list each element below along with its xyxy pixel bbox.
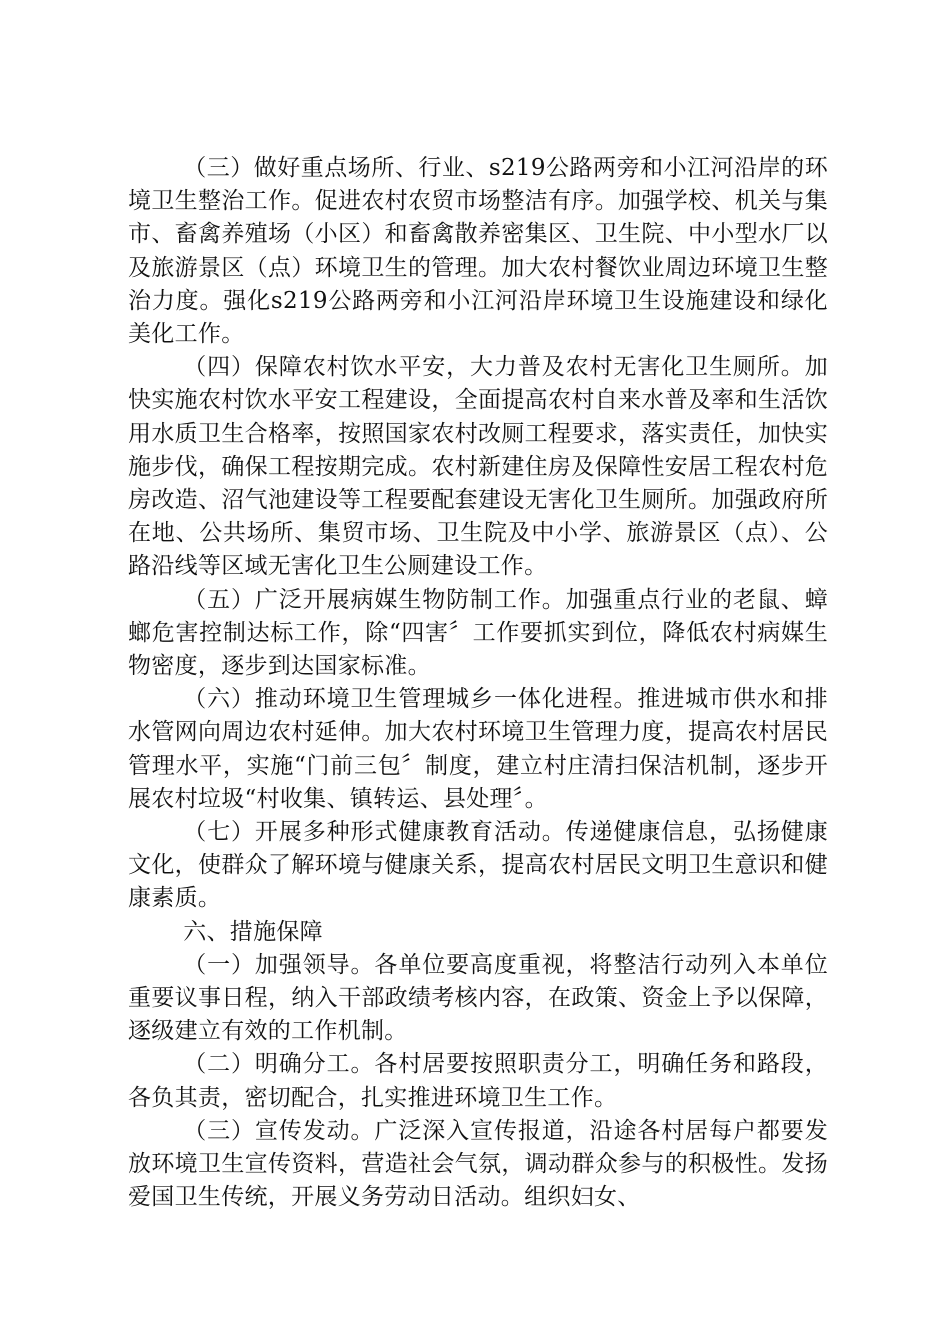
paragraph-section-7: （七）开展多种形式健康教育活动。传递健康信息，弘扬健康文化，使群众了解环境与健康关系，提高农村居民文明卫生意识和健康素质。 xyxy=(128,819,828,912)
paragraph-measure-1: （一）加强领导。各单位要高度重视，将整洁行动列入本单位重要议事日程，纳入干部政绩考核内容，在政策、资金上予以保障，逐级建立有效的工作机制。 xyxy=(128,951,828,1045)
paragraph-measure-2: （二）明确分工。各村居要按照职责分工，明确任务和路段，各负其责，密切配合，扎实推进环境卫生工作。 xyxy=(128,1051,828,1111)
document-body xyxy=(128,152,828,1215)
paragraph-measure-3: （三）宣传发动。广泛深入宣传报道，沿途各村居每户都要发放环境卫生宣传资料，营造社会气氛，调动群众参与的积极性。发扬爱国卫生传统，开展义务劳动日活动。组织妇女、 xyxy=(128,1117,828,1211)
section-heading-measures: 六、措施保障 xyxy=(183,918,323,945)
paragraph-section-3: （三）做好重点场所、行业、s219公路两旁和小江河沿岸的环境卫生整治工作。促进农村农贸市场整洁有序。加强学校、机关与集市、畜禽养殖场（小区）和畜禽散养密集区、卫生院、中小型水厂以及旅游景区（点）环境卫生的管理。加大农村餐饮业周边环境卫生整治力度。强化s219公路两旁和小江河沿岸环境卫生设施建设和绿化美化工作。 xyxy=(128,155,828,348)
paragraph-section-6: （六）推动环境卫生管理城乡一体化进程。推进城市供水和排水管网向周边农村延伸。加大农村环境卫生管理力度，提高农村居民管理水平，实施“门前三包〞制度，建立村庄清扫保洁机制，逐步开展农村垃圾“村收集、镇转运、县处理〞。 xyxy=(128,686,828,812)
paragraph-section-5: （五）广泛开展病媒生物防制工作。加强重点行业的老鼠、蟑螂危害控制达标工作，除“四害〞工作要抓实到位，降低农村病媒生物密度，逐步到达国家标准。 xyxy=(128,586,828,680)
paragraph-section-4: （四）保障农村饮水平安，大力普及农村无害化卫生厕所。加快实施农村饮水平安工程建设，全面提高农村自来水普及率和生活饮用水质卫生合格率，按照国家农村改厕工程要求，落实责任，加快实施步伐，确保工程按期完成。农村新建住房及保障性安居工程农村危房改造、沼气池建设等工程要配套建设无害化卫生厕所。加强政府所在地、公共场所、集贸市场、卫生院及中小学、旅游景区（点）、公路沿线等区域无害化卫生公厕建设工作。 xyxy=(128,354,828,580)
